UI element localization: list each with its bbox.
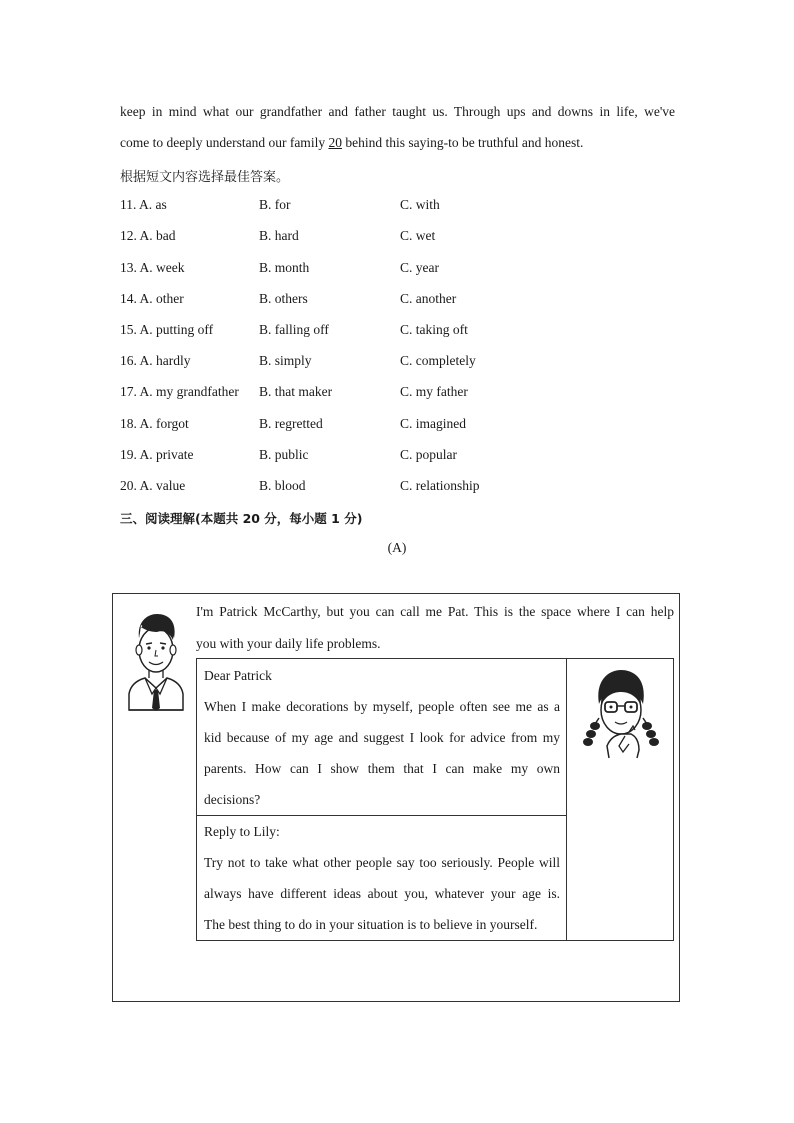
letter-line-1: When I make decorations by myself, people often see me as a — [204, 699, 560, 714]
option-a: 16. A. hardly — [120, 353, 191, 368]
option-row-13 — [120, 260, 600, 280]
option-row-12 — [120, 228, 600, 248]
letter-line-3: parents. How can I show them that I can make my own — [204, 761, 560, 776]
intro-line-1: I'm Patrick McCarthy, but you can call me Pat. This is the space where I can help — [196, 604, 674, 619]
option-a: 14. A. other — [120, 291, 184, 306]
option-row-18 — [120, 416, 600, 436]
option-c: C. with — [400, 197, 440, 212]
reading-box — [112, 593, 680, 1002]
intro-line-2: you with your daily life problems. — [196, 636, 381, 651]
option-c: C. taking oft — [400, 322, 468, 337]
option-c: C. another — [400, 291, 457, 306]
option-b: B. simply — [259, 353, 312, 368]
option-row-15 — [120, 322, 600, 342]
passage-line-1: keep in mind what our grandfather and father taught us. Through ups and downs in life, we've — [120, 104, 675, 119]
option-row-17 — [120, 384, 600, 404]
lily-avatar-icon — [579, 666, 663, 760]
option-b: B. that maker — [259, 384, 333, 399]
blank-20: 20 — [328, 135, 342, 150]
reply-line-3: The best thing to do in your situation is to believe in yourself. — [204, 917, 538, 932]
option-row-11 — [120, 197, 600, 217]
letter-line-2: kid because of my age and suggest I look for advice from my — [204, 730, 560, 745]
section-title: 三、阅读理解(本题共 20 分，每小题 1 分) — [120, 511, 363, 526]
option-b: B. blood — [259, 478, 306, 493]
option-a: 15. A. putting off — [120, 322, 214, 337]
passage-line-2-end: behind this saying-to be truthful and honest. — [341, 135, 584, 150]
option-a: 13. A. week — [120, 260, 185, 275]
option-b: B. hard — [259, 228, 299, 243]
option-b: B. falling off — [259, 322, 329, 337]
option-a: 20. A. value — [120, 478, 186, 493]
patrick-avatar-icon — [125, 608, 187, 712]
option-b: B. others — [259, 291, 308, 306]
option-c: C. year — [400, 260, 439, 275]
option-c: C. wet — [400, 228, 436, 243]
reply-line-2: always have different ideas about you, whatever your age is. — [204, 886, 560, 901]
option-row-19 — [120, 447, 600, 467]
passage-line-2 — [120, 135, 583, 151]
option-c: C. completely — [400, 353, 476, 368]
option-row-16 — [120, 353, 600, 373]
option-a: 19. A. private — [120, 447, 194, 462]
passage-line-2-start: come to deeply understand our family — [120, 135, 329, 150]
subsection-label: (A) — [387, 540, 407, 555]
reply-title: Reply to Lily: — [204, 824, 280, 839]
option-row-20 — [120, 478, 600, 498]
option-a: 12. A. bad — [120, 228, 176, 243]
option-b: B. public — [259, 447, 309, 462]
option-c: C. popular — [400, 447, 457, 462]
option-c: C. imagined — [400, 416, 466, 431]
option-row-14 — [120, 291, 600, 311]
option-a: 17. A. my grandfather — [120, 384, 239, 399]
reply-line-1: Try not to take what other people say too seriously. People will — [204, 855, 560, 870]
option-b: B. month — [259, 260, 310, 275]
letter-line-4: decisions? — [204, 792, 261, 807]
instruction: 根据短文内容选择最佳答案。 — [120, 170, 290, 185]
option-c: C. my father — [400, 384, 468, 399]
option-b: B. regretted — [259, 416, 323, 431]
option-a: 18. A. forgot — [120, 416, 189, 431]
option-a: 11. A. as — [120, 197, 167, 212]
option-b: B. for — [259, 197, 291, 212]
option-c: C. relationship — [400, 478, 480, 493]
letter-greeting: Dear Patrick — [204, 668, 272, 683]
